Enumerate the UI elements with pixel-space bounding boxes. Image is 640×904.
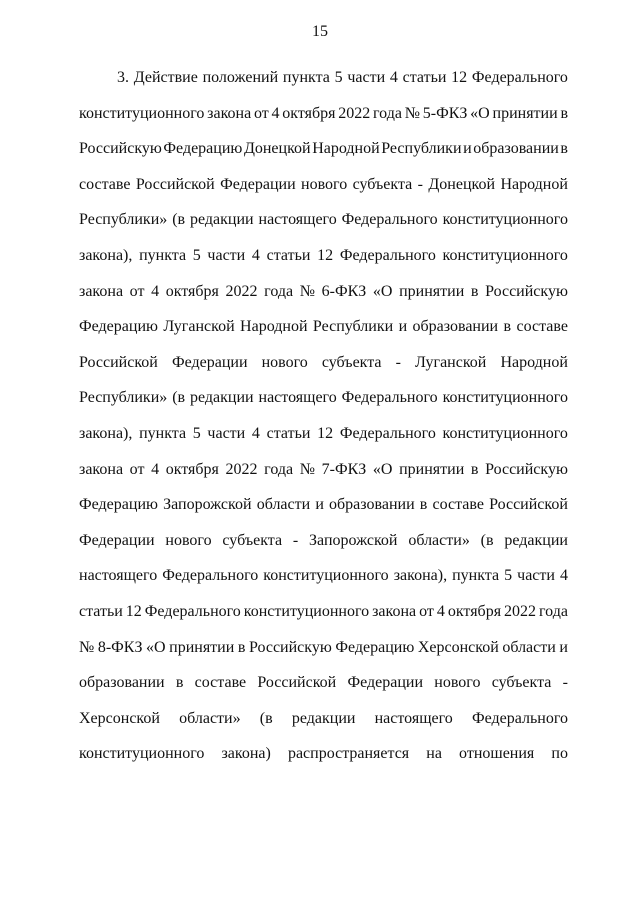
word: принятии [399,282,465,300]
word: в [560,140,568,158]
word: Российской [489,496,568,514]
word: года [373,104,402,122]
word: закона), [79,246,133,264]
word: 3. [117,69,129,86]
word: области» [408,531,470,549]
word: (в [480,531,494,549]
word: субъекта [321,353,382,371]
word: в [503,318,512,336]
word: составе [79,175,131,193]
word: 7-ФКЗ [321,460,367,478]
word: и [463,140,472,158]
word: Федерального [341,389,438,407]
word: субъекта [222,531,283,549]
word: настоящего [258,211,337,229]
word: Действие [133,69,198,86]
text-line [79,137,568,173]
word: - [395,353,401,371]
word: и [398,318,408,336]
word: Херсонской [417,638,499,656]
word: 4 [151,282,160,300]
word: Республики [312,318,394,336]
word: 6-ФКЗ [321,282,367,300]
word: Федерацию [163,140,243,158]
word: в [470,460,479,478]
word: года [264,460,294,478]
word: 4 [559,567,568,585]
word: - [417,175,423,193]
text-line [79,280,568,316]
word: области [256,496,311,514]
word: конституционного [442,246,568,264]
word: Российской [79,353,158,371]
word: (в [172,389,186,407]
page-number: 15 [312,23,328,40]
word: Федерального [339,246,436,264]
word: года [264,282,294,300]
word: 2022 [225,282,258,300]
word: «О [470,104,490,122]
text-line [79,315,568,351]
word: - [562,674,568,692]
word: субъекта [352,175,413,193]
word: 12 [317,246,334,264]
word: Федерального [341,211,438,229]
word: части [207,246,246,264]
word: редакции [190,211,254,229]
word: Донецкой [243,140,311,158]
word: в [175,674,184,692]
word: настоящего [258,389,337,407]
word: Российскую [79,140,162,158]
word: № [79,638,95,656]
word: распространяется [287,745,410,763]
text-line [79,564,568,600]
word: нового [261,353,308,371]
word: 8-ФКЗ [97,638,143,656]
word: закона [79,460,124,478]
word: закона) [221,745,271,763]
word: 2022 [504,602,537,620]
word: нового [434,674,481,692]
word: составе [516,318,568,336]
text-line [79,458,568,494]
text-line [79,636,568,672]
word: статьи [266,424,311,442]
text-line [79,208,568,244]
word: года [538,602,568,620]
word: «О [146,638,166,656]
text-line [79,707,568,743]
word: 4 [389,69,398,86]
word: октября [165,282,219,300]
word: 12 [317,424,334,442]
word: Российской [257,674,337,692]
text-line [79,742,568,778]
word: статьи [79,602,123,620]
word: Народной [240,318,308,336]
text-line [79,386,568,422]
word: 4 [251,246,260,264]
word: составе [194,674,247,692]
word: Донецкой [428,175,496,193]
word: принятии [399,460,465,478]
word: пункта [139,246,187,264]
word: пункта [282,69,330,86]
word: 2022 [225,460,258,478]
word: нового [301,175,348,193]
text-line [79,671,568,707]
word: 5-ФКЗ [422,104,468,122]
word: от [253,104,269,122]
word: Российскую [485,460,568,478]
word: 4 [251,424,260,442]
word: Запорожской [309,531,398,549]
document-body [79,66,568,778]
word: Федерации [347,674,424,692]
word: в [237,638,246,656]
text-line [79,66,568,102]
word: принятии [169,638,235,656]
word: Федерального [339,424,436,442]
word: Федерации [171,353,248,371]
word: пункта [139,424,187,442]
word: № [299,282,315,300]
text-line [79,102,568,138]
word: Луганской [415,353,487,371]
text-line [79,173,568,209]
word: Федерального [471,709,568,727]
word: редакции [504,531,568,549]
word: (в [172,211,186,229]
word: закона [207,104,252,122]
text-line [79,351,568,387]
word: «О [372,460,393,478]
word: конституционного [263,567,389,585]
word: субъекта [491,674,552,692]
word: закона [372,602,417,620]
word: от [129,282,145,300]
word: конституционного [79,745,205,763]
word: «О [372,282,393,300]
word: октября [447,602,502,620]
word: составе [432,496,484,514]
word: образовании [473,140,559,158]
word: Российскую [248,638,332,656]
word: и [559,638,568,656]
word: 4 [271,104,280,122]
text-line [79,244,568,280]
word: части [207,424,246,442]
word: в [470,282,479,300]
word: образовании [329,496,415,514]
word: 5 [192,246,201,264]
word: Народной [500,175,568,193]
word: 12 [451,69,468,86]
word: Федерацию [79,318,158,336]
word: закона [79,282,124,300]
word: Херсонской [79,709,160,727]
word: Народной [500,353,568,371]
word: 5 [192,424,201,442]
word: Федерального [162,567,259,585]
word: Федерации [79,531,155,549]
word: Федерации [220,175,296,193]
word: на [426,745,442,763]
word: конституционного [79,104,205,122]
text-line [79,529,568,565]
word: Федерацию [79,496,158,514]
word: 2022 [338,104,371,122]
word: Республики [381,140,462,158]
word: конституционного [442,389,568,407]
word: Луганской [163,318,235,336]
word: закона), [79,424,133,442]
word: (в [259,709,273,727]
word: Народной [312,140,380,158]
word: 5 [504,567,513,585]
word: образовании [79,674,165,692]
word: редакции [291,709,356,727]
word: Федерацию [335,638,415,656]
word: Федерального [144,602,241,620]
word: конституционного [442,424,568,442]
word: в [419,496,428,514]
word: конституционного [243,602,370,620]
word: настоящего [79,567,158,585]
word: 12 [125,602,142,620]
word: области» [179,709,241,727]
word: № [404,104,420,122]
word: Российскую [485,282,568,300]
word: в [560,104,568,122]
word: Федерального [471,69,568,86]
word: Запорожской [163,496,252,514]
word: от [129,460,145,478]
word: принятии [492,104,558,122]
word: настоящего [374,709,453,727]
word: образовании [412,318,499,336]
word: Республики» [79,389,168,407]
word: 5 [334,69,343,86]
word: отношения [459,745,535,763]
word: части [517,567,555,585]
word: нового [165,531,212,549]
word: октября [282,104,336,122]
word: октября [165,460,219,478]
word: положений [202,69,279,86]
word: пункта [452,567,500,585]
text-line [79,600,568,636]
word: от [419,602,434,620]
word: 4 [436,602,445,620]
word: по [551,745,568,763]
word: части [347,69,386,86]
word: редакции [190,389,254,407]
word: Республики» [79,211,168,229]
text-line [79,493,568,529]
word: 4 [151,460,160,478]
word: Российской [135,175,215,193]
word: статьи [266,246,311,264]
text-line [79,422,568,458]
word: конституционного [442,211,568,229]
word: - [292,531,299,549]
word: статьи [402,69,447,86]
word: области [502,638,556,656]
word: закона), [393,567,448,585]
word: № [299,460,315,478]
word: и [315,496,324,514]
